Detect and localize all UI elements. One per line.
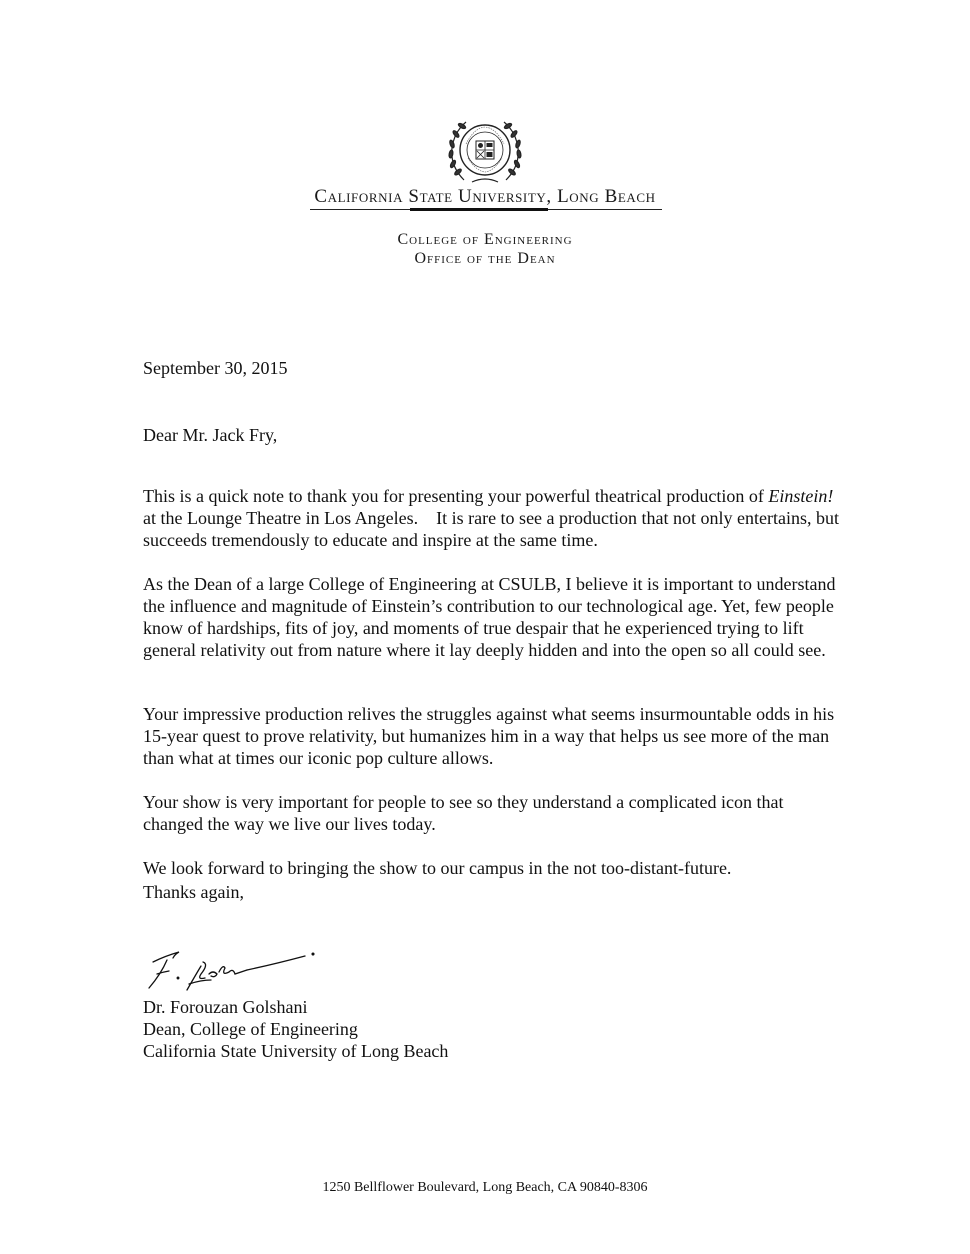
salutation: Dear Mr. Jack Fry,: [143, 425, 278, 445]
production-title: Einstein!: [768, 486, 834, 506]
body-paragraph-5: We look forward to bringing the show to our campus in the not too-distant-future.: [143, 858, 732, 878]
signature-block: [143, 996, 448, 1062]
footer-address: 1250 Bellflower Boulevard, Long Beach, CA 90840-8306: [322, 1180, 648, 1195]
college-name: College of Engineering: [397, 231, 573, 248]
letter-date: September 30, 2015: [143, 358, 288, 378]
paragraph-text: This is a quick note to thank you for presenting your powerful theatrical production of: [143, 486, 769, 506]
university-name: California State University, Long Beach: [314, 186, 656, 207]
university-seal-icon: [444, 114, 526, 186]
handwritten-signature-icon: [145, 944, 325, 994]
signer-institution: California State University of Long Beach: [143, 1041, 449, 1061]
letterhead-rule-accent: [410, 208, 548, 211]
signer-title: Dean, College of Engineering: [143, 1019, 358, 1039]
college-office-block: [0, 230, 970, 268]
body-paragraph-3: Your impressive production relives the struggles against what seems insurmountable odds in his 15-year quest to prove relativity, but humanizes him in a way that helps us see more of the man than what at times our iconic pop culture allows.: [143, 704, 835, 768]
body-paragraph-1: [143, 485, 843, 551]
signer-name: Dr. Forouzan Golshani: [143, 997, 308, 1017]
paragraph-text: at the Lounge Theatre in Los Angeles. It is rare to see a production that not only entertains, but succeeds tremendously to educate and inspire at the same time.: [143, 486, 844, 550]
body-paragraph-4: Your show is very important for people to see so they understand a complicated icon that changed the way we live our lives today.: [143, 792, 784, 834]
office-name: Office of the Dean: [414, 250, 556, 267]
body-paragraph-2: As the Dean of a large College of Engineering at CSULB, I believe it is important to understand the influence and magnitude of Einstein’s contribution to our technological age. Yet, few people know of hardships, fits of joy, and moments of true despair that he experienced trying to lift general relativity out from nature where it lay deeply hidden and into the open so all could see.: [143, 574, 836, 660]
closing: Thanks again,: [143, 882, 244, 902]
